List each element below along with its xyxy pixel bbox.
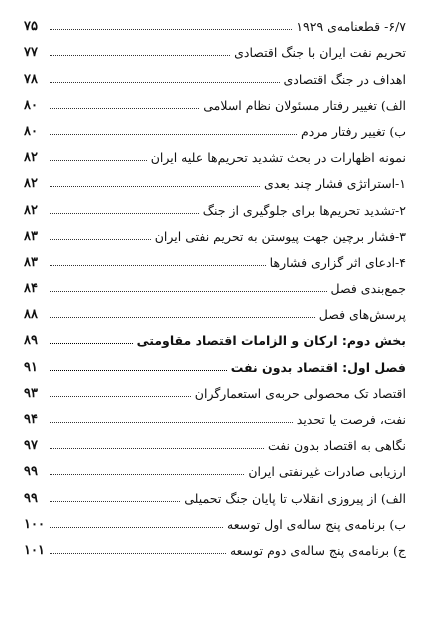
dot-leader bbox=[50, 213, 199, 214]
toc-entry-title: ج) برنامه‌ی پنج ساله‌ی دوم توسعه bbox=[229, 542, 406, 558]
dot-leader bbox=[50, 448, 264, 449]
toc-entry-title: ارزیابی صادرات غیرنفتی ایران bbox=[248, 464, 406, 480]
toc-chapter-heading bbox=[24, 348, 406, 374]
toc-entry-title: ۲-تشدید تحریم‌ها برای جلوگیری از جنگ bbox=[202, 202, 406, 218]
dot-leader bbox=[50, 186, 260, 187]
dot-leader bbox=[50, 527, 223, 528]
dot-leader bbox=[50, 291, 327, 292]
dot-leader bbox=[50, 134, 297, 135]
toc-entry bbox=[24, 165, 406, 191]
toc-entry-title: الف) تغییر رفتار مسئولان نظام اسلامی bbox=[203, 97, 406, 113]
dot-leader bbox=[50, 422, 293, 423]
toc-entry-page: ۹۱ bbox=[24, 359, 38, 375]
dot-leader bbox=[50, 160, 147, 161]
toc-entry-title: پرسش‌های فصل bbox=[318, 307, 406, 323]
toc-entry-title: الف) از پیروزی انقلاب تا پایان جنگ تحمیلی bbox=[184, 490, 406, 506]
toc-entry bbox=[24, 218, 406, 244]
dot-leader bbox=[50, 29, 292, 30]
dot-leader bbox=[50, 265, 266, 266]
dot-leader bbox=[50, 553, 226, 554]
toc-entry-title: ۳-فشار برچین جهت پیوستن به تحریم نفتی ایران bbox=[154, 228, 406, 244]
toc-section-heading bbox=[24, 322, 406, 348]
dot-leader bbox=[50, 396, 191, 397]
toc-entry-page: ۹۹ bbox=[24, 490, 38, 506]
toc-entry-page: ۷۷ bbox=[24, 45, 38, 61]
toc-entry-page: ۸۰ bbox=[24, 97, 38, 113]
toc-entry-page: ۸۰ bbox=[24, 123, 38, 139]
toc-entry bbox=[24, 427, 406, 453]
toc-entry-title: ۶/۷- قطعنامه‌ی ۱۹۲۹ bbox=[296, 19, 406, 35]
toc-entry-page: ۸۹ bbox=[24, 333, 38, 349]
toc-entry-page: ۹۴ bbox=[24, 412, 38, 427]
toc-entry-page: ۸۸ bbox=[24, 307, 38, 323]
toc-entry-title: ۱-استراتژی فشار چند بعدی bbox=[264, 176, 406, 192]
toc-entry bbox=[24, 375, 406, 401]
toc-entry-page: ۹۹ bbox=[24, 464, 38, 480]
toc-entry bbox=[24, 270, 406, 296]
dot-leader bbox=[50, 108, 199, 109]
toc-entry-title: ب) برنامه‌ی پنج ساله‌ی اول توسعه bbox=[227, 516, 406, 532]
toc-entry-page: ۹۳ bbox=[24, 385, 38, 401]
table-of-contents bbox=[24, 8, 406, 558]
dot-leader bbox=[50, 370, 227, 371]
toc-entry bbox=[24, 87, 406, 113]
toc-entry-title: ۴-ادعای اثر گزاری فشارها bbox=[269, 254, 406, 270]
dot-leader bbox=[50, 317, 315, 318]
toc-entry bbox=[24, 506, 406, 532]
toc-entry bbox=[24, 532, 406, 558]
dot-leader bbox=[50, 501, 180, 502]
toc-entry-page: ۱۰۰ bbox=[24, 516, 45, 532]
toc-entry-page: ۸۲ bbox=[24, 176, 38, 192]
toc-entry bbox=[24, 34, 406, 60]
toc-entry bbox=[24, 8, 406, 34]
toc-entry bbox=[24, 113, 406, 139]
toc-entry-title: تحریم نفت ایران با جنگ اقتصادی bbox=[234, 45, 406, 61]
dot-leader bbox=[50, 55, 230, 56]
toc-entry bbox=[24, 139, 406, 165]
toc-entry-title: اقتصاد تک محصولی حربه‌ی استعمارگران bbox=[194, 385, 406, 401]
dot-leader bbox=[50, 343, 133, 344]
toc-entry bbox=[24, 479, 406, 505]
toc-entry-page: ۸۳ bbox=[24, 228, 38, 244]
toc-entry-title: ب) تغییر رفتار مردم bbox=[300, 123, 406, 139]
toc-entry bbox=[24, 244, 406, 270]
toc-entry-page: ۱۰۱ bbox=[24, 542, 45, 558]
toc-entry bbox=[24, 453, 406, 479]
toc-entry-page: ۸۲ bbox=[24, 202, 38, 218]
toc-entry-title: نمونه اظهارات در بحث تشدید تحریم‌ها علیه ایران bbox=[150, 150, 406, 166]
dot-leader bbox=[50, 82, 280, 83]
toc-entry-title: بخش دوم: ارکان و الزامات اقتصاد مقاومتی bbox=[136, 333, 406, 349]
toc-entry-page: ۹۷ bbox=[24, 438, 38, 454]
toc-entry-page: ۷۸ bbox=[24, 71, 38, 87]
dot-leader bbox=[50, 239, 151, 240]
toc-entry bbox=[24, 296, 406, 322]
toc-entry-page: ۸۲ bbox=[24, 150, 38, 166]
toc-entry-page: ۸۴ bbox=[24, 281, 38, 297]
toc-entry-title: جمع‌بندی فصل bbox=[330, 281, 406, 297]
toc-entry-title: فصل اول: اقتصاد بدون نفت bbox=[230, 359, 406, 375]
dot-leader bbox=[50, 474, 244, 475]
toc-entry-page: ۷۵ bbox=[24, 19, 38, 35]
toc-entry-title: اهداف در جنگ اقتصادی bbox=[283, 71, 406, 87]
toc-entry-page: ۸۳ bbox=[24, 254, 38, 270]
toc-entry-title: نفت، فرصت یا تحدید bbox=[296, 412, 406, 427]
toc-entry bbox=[24, 60, 406, 86]
toc-entry bbox=[24, 191, 406, 217]
toc-entry bbox=[24, 401, 406, 427]
toc-entry-title: نگاهی به اقتصاد بدون نفت bbox=[267, 438, 406, 454]
